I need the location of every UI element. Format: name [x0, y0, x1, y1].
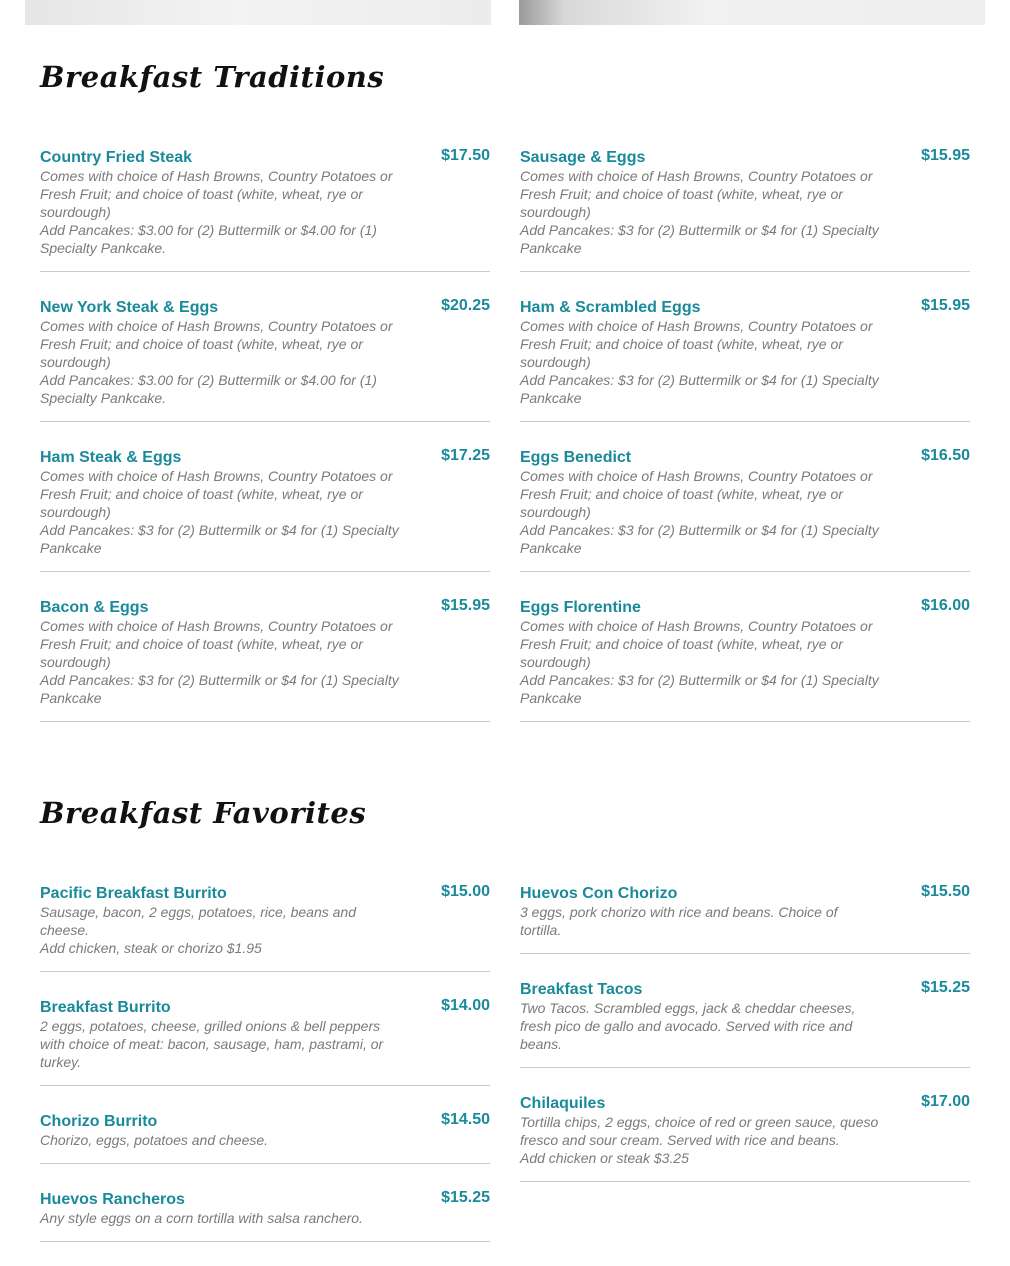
menu-item-name: Ham & Scrambled Eggs: [520, 299, 701, 316]
menu-item-description: Comes with choice of Hash Browns, Country Potatoes or Fresh Fruit; and choice of toast (white, wheat, rye or sourdough): [40, 318, 393, 370]
menu-item-addon: Add Pancakes: $3.00 for (2) Buttermilk or $4.00 for (1) Specialty Pankcake.: [40, 372, 377, 406]
section-title-traditions: Breakfast Traditions: [40, 60, 385, 94]
hero-image-right: [519, 0, 985, 25]
menu-item-addon: Add Pancakes: $3 for (2) Buttermilk or $4 for (1) Specialty Pankcake: [40, 522, 399, 556]
menu-item-price: $17.25: [441, 447, 490, 464]
menu-item: [520, 1092, 970, 1182]
hero-image-left: [25, 0, 491, 25]
menu-item-addon: Add Pancakes: $3 for (2) Buttermilk or $4 for (1) Specialty Pankcake: [40, 672, 399, 706]
menu-item-addon: Add Pancakes: $3.00 for (2) Buttermilk or $4.00 for (1) Specialty Pankcake.: [40, 222, 377, 256]
menu-item: [40, 446, 490, 572]
menu-item-name: Chorizo Burrito: [40, 1113, 158, 1130]
menu-item-price: $16.50: [921, 447, 970, 464]
menu-item-description: Any style eggs on a corn tortilla with salsa ranchero.: [40, 1210, 363, 1226]
menu-item: [520, 146, 970, 272]
menu-item-name: Country Fried Steak: [40, 149, 193, 166]
menu-item: [520, 596, 970, 722]
menu-item-description: Chorizo, eggs, potatoes and cheese.: [40, 1132, 269, 1148]
menu-item: [520, 978, 970, 1068]
menu-item: [520, 296, 970, 422]
menu-item-name: Pacific Breakfast Burrito: [40, 885, 227, 902]
menu-item: [40, 296, 490, 422]
menu-item-price: $16.00: [921, 597, 970, 614]
menu-item-price: $15.25: [921, 979, 970, 996]
menu-item-description: Comes with choice of Hash Browns, Country Potatoes or Fresh Fruit; and choice of toast (white, wheat, rye or sourdough): [40, 168, 393, 220]
menu-item: [40, 596, 490, 722]
section-title-favorites: Breakfast Favorites: [40, 796, 367, 830]
menu-item-name: Chilaquiles: [520, 1095, 606, 1112]
menu-item-price: $15.95: [921, 297, 970, 314]
menu-item-name: New York Steak & Eggs: [40, 299, 219, 316]
menu-item-name: Huevos Con Chorizo: [520, 885, 678, 902]
menu-column-favorites-left: [40, 882, 490, 1266]
menu-item-name: Eggs Benedict: [520, 449, 632, 466]
menu-item-price: $17.00: [921, 1093, 970, 1110]
menu-item-price: $17.50: [441, 147, 490, 164]
menu-item-price: $14.50: [441, 1111, 490, 1128]
menu-item-description: 3 eggs, pork chorizo with rice and beans. Choice of tortilla.: [520, 904, 838, 938]
menu-item-addon: Add Pancakes: $3 for (2) Buttermilk or $4 for (1) Specialty Pankcake: [520, 672, 879, 706]
menu-item-addon: Add Pancakes: $3 for (2) Buttermilk or $4 for (1) Specialty Pankcake: [520, 222, 879, 256]
menu-item-addon: Add Pancakes: $3 for (2) Buttermilk or $4 for (1) Specialty Pankcake: [520, 372, 879, 406]
menu-item-price: $15.95: [441, 597, 490, 614]
menu-item: [520, 882, 970, 954]
menu-item-name: Breakfast Burrito: [40, 999, 171, 1016]
menu-item-name: Breakfast Tacos: [520, 981, 643, 998]
menu-item-description: Two Tacos. Scrambled eggs, jack & cheddar cheeses, fresh pico de gallo and avocado. Served with rice and beans.: [520, 1000, 856, 1052]
menu-item-addon: Add chicken, steak or chorizo $1.95: [40, 940, 262, 956]
menu-item-description: Comes with choice of Hash Browns, Country Potatoes or Fresh Fruit; and choice of toast (white, wheat, rye or sourdough): [40, 618, 393, 670]
menu-item: [40, 882, 490, 972]
menu-item-description: Comes with choice of Hash Browns, Country Potatoes or Fresh Fruit; and choice of toast (white, wheat, rye or sourdough): [40, 468, 393, 520]
menu-item-name: Huevos Rancheros: [40, 1191, 185, 1208]
menu-item-price: $15.00: [441, 883, 490, 900]
menu-item-price: $15.95: [921, 147, 970, 164]
menu-item: [40, 146, 490, 272]
menu-item-description: Tortilla chips, 2 eggs, choice of red or green sauce, queso fresco and sour cream. Served with rice and beans.: [520, 1114, 879, 1148]
menu-item-price: $20.25: [441, 297, 490, 314]
menu-item-description: Comes with choice of Hash Browns, Country Potatoes or Fresh Fruit; and choice of toast (white, wheat, rye or sourdough): [520, 318, 873, 370]
menu-item: [40, 1110, 490, 1164]
menu-item-description: 2 eggs, potatoes, cheese, grilled onions & bell peppers with choice of meat: bacon, sausage, ham, pastrami, or turkey.: [40, 1018, 384, 1070]
menu-item: [40, 1188, 490, 1242]
menu-item-addon: Add chicken or steak $3.25: [520, 1150, 689, 1166]
menu-column-traditions-left: [40, 146, 490, 746]
menu-item-name: Bacon & Eggs: [40, 599, 149, 616]
menu-item-description: Comes with choice of Hash Browns, Country Potatoes or Fresh Fruit; and choice of toast (white, wheat, rye or sourdough): [520, 168, 873, 220]
menu-column-traditions-right: [520, 146, 970, 746]
menu-item-addon: Add Pancakes: $3 for (2) Buttermilk or $4 for (1) Specialty Pankcake: [520, 522, 879, 556]
menu-item: [520, 446, 970, 572]
menu-item-description: Comes with choice of Hash Browns, Country Potatoes or Fresh Fruit; and choice of toast (white, wheat, rye or sourdough): [520, 468, 873, 520]
menu-item-price: $15.50: [921, 883, 970, 900]
menu-item-name: Eggs Florentine: [520, 599, 641, 616]
menu-column-favorites-right: [520, 882, 970, 1206]
menu-item-name: Ham Steak & Eggs: [40, 449, 182, 466]
menu-item-price: $14.00: [441, 997, 490, 1014]
menu-item-description: Comes with choice of Hash Browns, Country Potatoes or Fresh Fruit; and choice of toast (white, wheat, rye or sourdough): [520, 618, 873, 670]
menu-item-name: Sausage & Eggs: [520, 149, 646, 166]
menu-item-price: $15.25: [441, 1189, 490, 1206]
menu-item: [40, 996, 490, 1086]
menu-item-description: Sausage, bacon, 2 eggs, potatoes, rice, beans and cheese.: [40, 904, 357, 938]
